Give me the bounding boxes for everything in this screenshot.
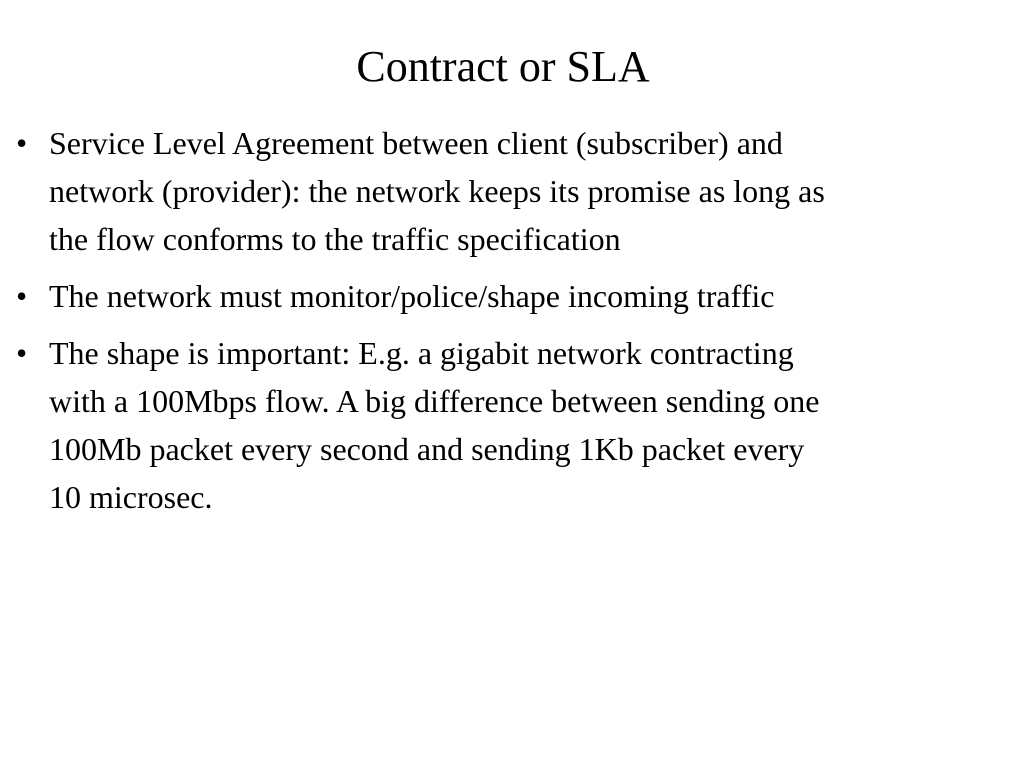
bullet-text-line: Service Level Agreement between client (subscriber) and xyxy=(49,125,783,161)
bullet-item-monitor-traffic xyxy=(0,272,1024,320)
bullet-icon: • xyxy=(16,125,28,161)
bullet-icon: • xyxy=(16,335,28,371)
bullet-text-line: the flow conforms to the traffic specification xyxy=(49,221,621,257)
bullet-item-shape-importance xyxy=(0,329,1024,521)
bullet-list xyxy=(0,119,1024,530)
bullet-text-line: 10 microsec. xyxy=(49,479,213,515)
bullet-text-line: 100Mb packet every second and sending 1Kb packet every xyxy=(49,431,805,467)
slide-title: Contract or SLA xyxy=(356,42,650,91)
bullet-text-line: network (provider): the network keeps its promise as long as xyxy=(49,173,825,209)
bullet-item-sla-definition xyxy=(0,119,1024,263)
bullet-text-line: with a 100Mbps flow. A big difference between sending one xyxy=(49,383,820,419)
bullet-text-line: The network must monitor/police/shape incoming traffic xyxy=(49,278,775,314)
bullet-text-line: The shape is important: E.g. a gigabit network contracting xyxy=(49,335,794,371)
bullet-icon: • xyxy=(16,278,28,314)
